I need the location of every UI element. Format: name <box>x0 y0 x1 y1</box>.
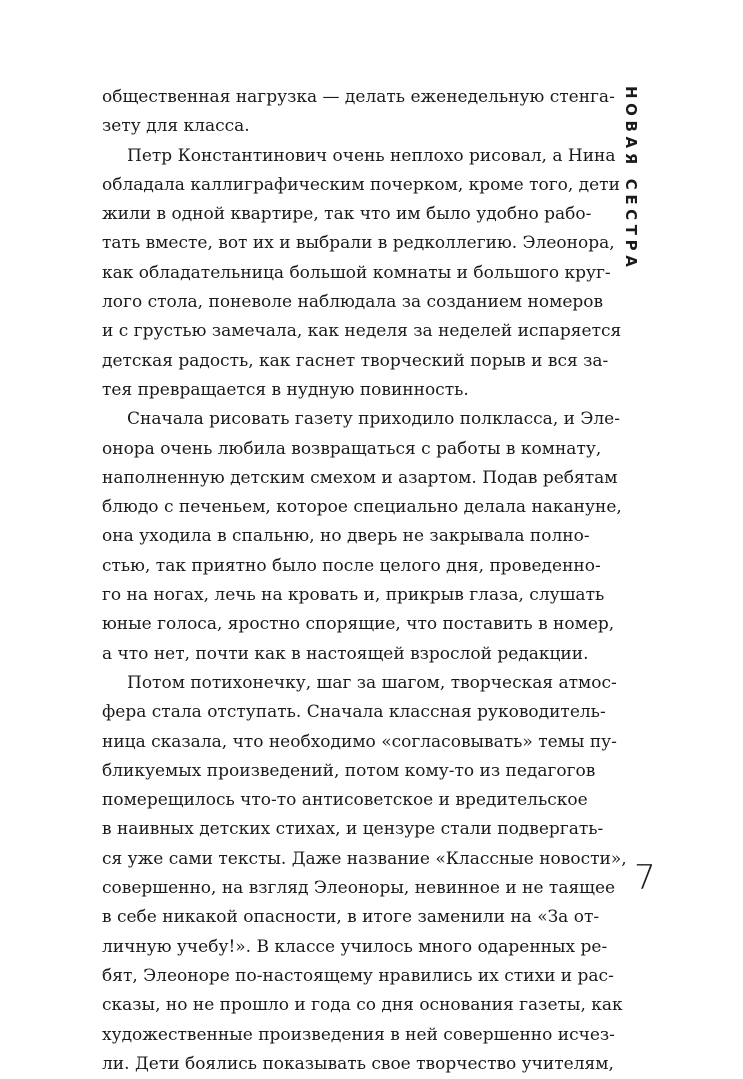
text-line: тать вместе, вот их и выбрали в редколлегию. Элеонора, <box>102 233 615 254</box>
body-text <box>102 83 627 1079</box>
text-line: сказы, но не прошло и года со дня основания газеты, как <box>102 995 623 1016</box>
text-line: померещилось что-то антисоветское и вредительское <box>102 790 588 811</box>
paragraph <box>102 83 615 142</box>
text-line: стью, так приятно было после целого дня, проведенно- <box>102 555 601 576</box>
text-line: общественная нагрузка — делать еженедельную стенга- <box>102 87 615 107</box>
text-line: наполненную детским смехом и азартом. Подав ребятам <box>102 467 618 488</box>
text-line: обладала каллиграфическим почерком, кроме того, дети <box>102 174 620 195</box>
text-line: ница сказала, что необходимо «согласовывать» темы пу- <box>102 731 617 752</box>
text-line: тея превращается в нудную повинность. <box>102 379 469 400</box>
text-line: совершенно, на взгляд Элеоноры, невинное и не таящее <box>102 878 616 899</box>
text-line: как обладательница большой комнаты и большого круг- <box>102 262 611 283</box>
text-line: в себе никакой опасности, в итоге заменили на «За от- <box>102 907 600 928</box>
text-line: зету для класса. <box>102 116 250 137</box>
paragraph <box>102 142 622 406</box>
text-line: она уходила в спальню, но дверь не закрывала полно- <box>102 526 590 547</box>
text-line: личную учебу!». В классе училось много одаренных ре- <box>102 936 608 957</box>
text-line: ся уже сами тексты. Даже название «Классные новости», <box>102 848 627 869</box>
text-line: юные голоса, яростно спорящие, что поставить в номер, <box>102 614 615 635</box>
text-line: Потом потихонечку, шаг за шагом, творческая атмос- <box>127 672 617 693</box>
text-line: лого стола, поневоле наблюдала за созданием номеров <box>102 292 604 313</box>
text-line: онора очень любила возвращаться с работы в комнату, <box>102 438 602 459</box>
paragraph <box>102 405 622 669</box>
text-line: бят, Элеоноре по-настоящему нравились их стихи и рас- <box>102 965 614 986</box>
text-line: жили в одной квартире, так что им было удобно рабо- <box>102 204 592 225</box>
page-number: 7 <box>634 858 656 898</box>
text-line: фера стала отступать. Сначала классная руководитель- <box>102 702 606 723</box>
text-line: блюдо с печеньем, которое специально делала накануне, <box>102 497 622 518</box>
text-line: Сначала рисовать газету приходило полкласса, и Эле- <box>127 409 620 430</box>
text-line: а что нет, почти как в настоящей взрослой редакции. <box>102 643 589 664</box>
running-head: НОВАЯ СЕСТРА <box>622 86 640 272</box>
text-line: Петр Константинович очень неплохо рисовал, а Нина <box>127 145 616 166</box>
text-line: художественные произведения в ней совершенно исчез- <box>102 1024 615 1045</box>
text-line: детская радость, как гаснет творческий порыв и вся за- <box>102 350 609 371</box>
text-line: бликуемых произведений, потом кому-то из педагогов <box>102 760 596 781</box>
text-line: ли. Дети боялись показывать свое творчество учителям, <box>102 1053 614 1074</box>
text-line: и с грустью замечала, как неделя за неделей испаряется <box>102 321 622 342</box>
paragraph <box>102 669 627 1079</box>
text-line: го на ногах, лечь на кровать и, прикрыв глаза, слушать <box>102 585 605 606</box>
text-line: в наивных детских стихах, и цензуре стали подвергать- <box>102 819 604 840</box>
